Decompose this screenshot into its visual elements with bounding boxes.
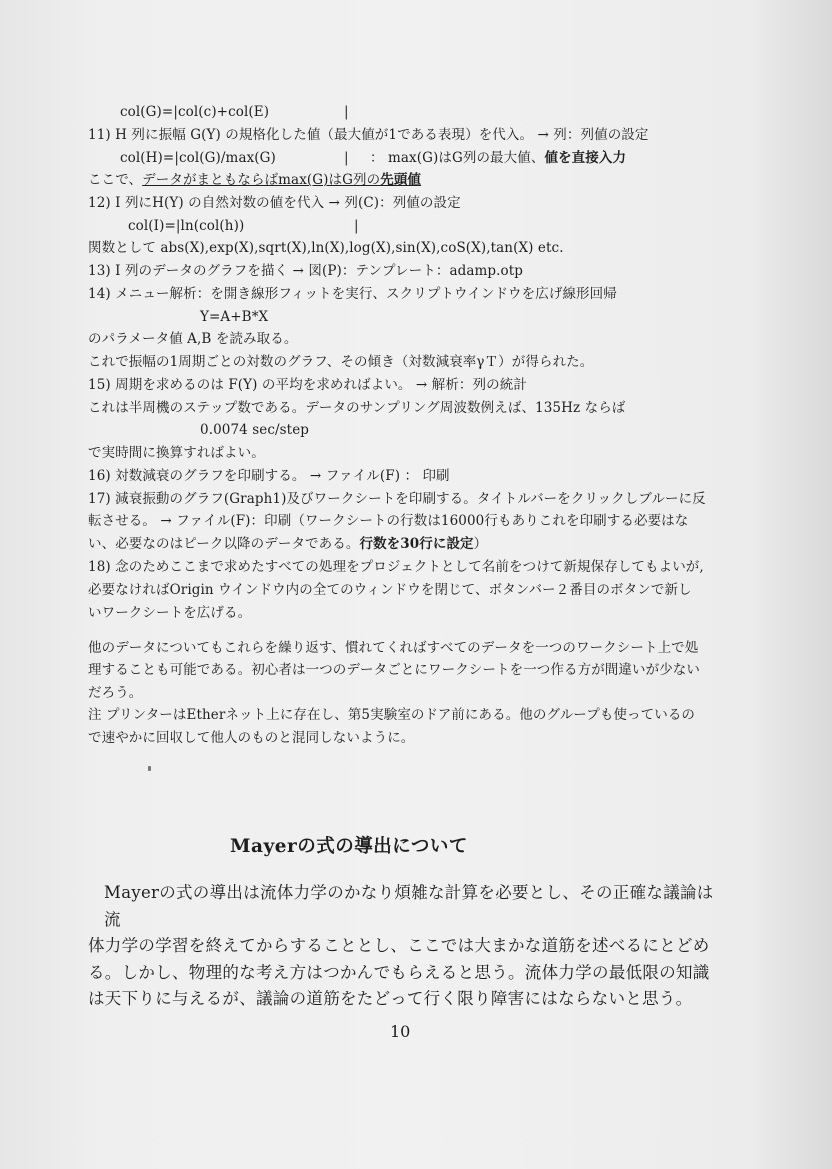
step-14: 14) メニュー解析：を開き線形フィットを実行、スクリプトウインドウを広げ線形回帰 [88, 286, 617, 302]
underlined-note: データがまともならばmax(G)はG列の [142, 172, 381, 188]
section-line-1: Mayerの式の導出は流体力学のかなり煩雑な計算を必要とし、その正確な議論は流 [104, 883, 714, 929]
step-17-line-3: い、必要なのはピーク以降のデータである。行数を30行に設定） [88, 536, 488, 552]
scan-speck [148, 766, 151, 771]
step-11: 11) H 列に振幅 G(Y) の規格化した値（最大値が1である表現）を代入。 → 列：列値の設定 [88, 127, 649, 143]
step-14-cont: のパラメータ値 A,B を読み取る。 [88, 331, 298, 347]
section-line-2: 体力学の学習を終えてからすることとし、ここでは大まかな道筋を述べるにとどめ [88, 936, 710, 955]
step-16: 16) 対数減衰のグラフを印刷する。 → ファイル(F) ： 印刷 [88, 468, 450, 484]
note-paragraph-1-line-3: だろう。 [88, 685, 143, 701]
step-15-value: 0.0074 sec/step [200, 422, 310, 438]
step-14-result: これで振幅の1周期ごとの対数のグラフ、その傾き（対数減衰率γＴ）が得られた。 [88, 354, 594, 370]
step-17-line-1: 17) 減衰振動のグラフ(Graph1)及びワークシートを印刷する。タイトルバーをクリックしブルーに反 [88, 491, 706, 507]
formula-line [120, 104, 349, 120]
formula-text: col(H)=|col(G)/max(G) [120, 150, 276, 166]
step-15-cont: これは半周機のステップ数である。データのサンプリング周波数例えば、135Hz ならば [88, 400, 626, 416]
bold-underlined-note: 先頭値 [380, 172, 422, 188]
step-14-formula: Y=A+B*X [200, 309, 269, 325]
cursor-bar: | [344, 150, 349, 166]
note-paragraph-1-line-1: 他のデータについてもこれらを繰り返す、慣れてくればすべてのデータを一つのワークシート上で処 [88, 640, 699, 656]
note-here: ここで、データがまともならばmax(G)はG列の先頭値 [88, 172, 422, 188]
step-11-note: ： max(G)はG列の最大値、値を直接入力 [370, 150, 627, 166]
cursor-bar: | [354, 218, 359, 234]
step-12: 12) I 列にH(Y) の自然対数の値を代入 → 列(C)：列値の設定 [88, 195, 461, 211]
printer-note-line-1: 注 プリンターはEtherネット上に存在し、第5実験室のドア前にある。他のグループも使っているの [88, 707, 696, 723]
section-title: Mayerの式の導出について [230, 836, 468, 857]
step-18-line-3: いワークシートを広げる。 [88, 605, 252, 621]
formula-text: col(I)=|ln(col(h)) [128, 218, 245, 234]
bold-note: 値を直接入力 [544, 150, 627, 166]
section-line-4: は天下りに与えるが、議論の道筋をたどって行く限り障害にはならないと思う。 [88, 989, 693, 1008]
step-11-formula-line [120, 150, 680, 166]
cursor-bar: | [344, 104, 349, 120]
step-15-cont2: で実時間に換算すればよい。 [88, 445, 265, 461]
step-18-line-2: 必要なければOrigin ウインドウ内の全てのウィンドウを閉じて、ボタンバー２番目のボタンで新し [88, 582, 692, 598]
step-15: 15) 周期を求めるのは F(Y) の平均を求めればよい。 → 解析：列の統計 [88, 377, 527, 393]
section-line-3: る。しかし、物理的な考え方はつかんでもらえると思う。流体力学の最低限の知識 [88, 962, 710, 982]
functions-line: 関数として abs(X),exp(X),sqrt(X),ln(X),log(X),sin(X),coS(X),tan(X) etc. [88, 240, 564, 256]
printer-note-line-2: で速やかに回収して他人のものと混同しないように。 [88, 730, 415, 746]
step-17-line-2: 転させる。 → ファイル(F)：印刷（ワークシートの行数は16000行もありこれを印刷する必要はな [88, 513, 689, 529]
step-18-line-1: 18) 念のためここまで求めたすべての処理をプロジェクトとして名前をつけて新規保存してもよいが, [88, 559, 704, 575]
page-number: 10 [390, 1022, 411, 1041]
formula-text: col(G)=|col(c)+col(E) [120, 104, 270, 120]
step-12-formula-line [128, 218, 359, 234]
step-13: 13) I 列のデータのグラフを描く → 図(P)：テンプレート：adamp.otp [88, 263, 524, 279]
section-body [88, 880, 728, 1013]
bold-note: 行数を30行に設定 [359, 536, 474, 552]
note-paragraph-1-line-2: 理することも可能である。初心者は一つのデータごとにワークシートを一つ作る方が間違いが少ない [88, 662, 700, 678]
